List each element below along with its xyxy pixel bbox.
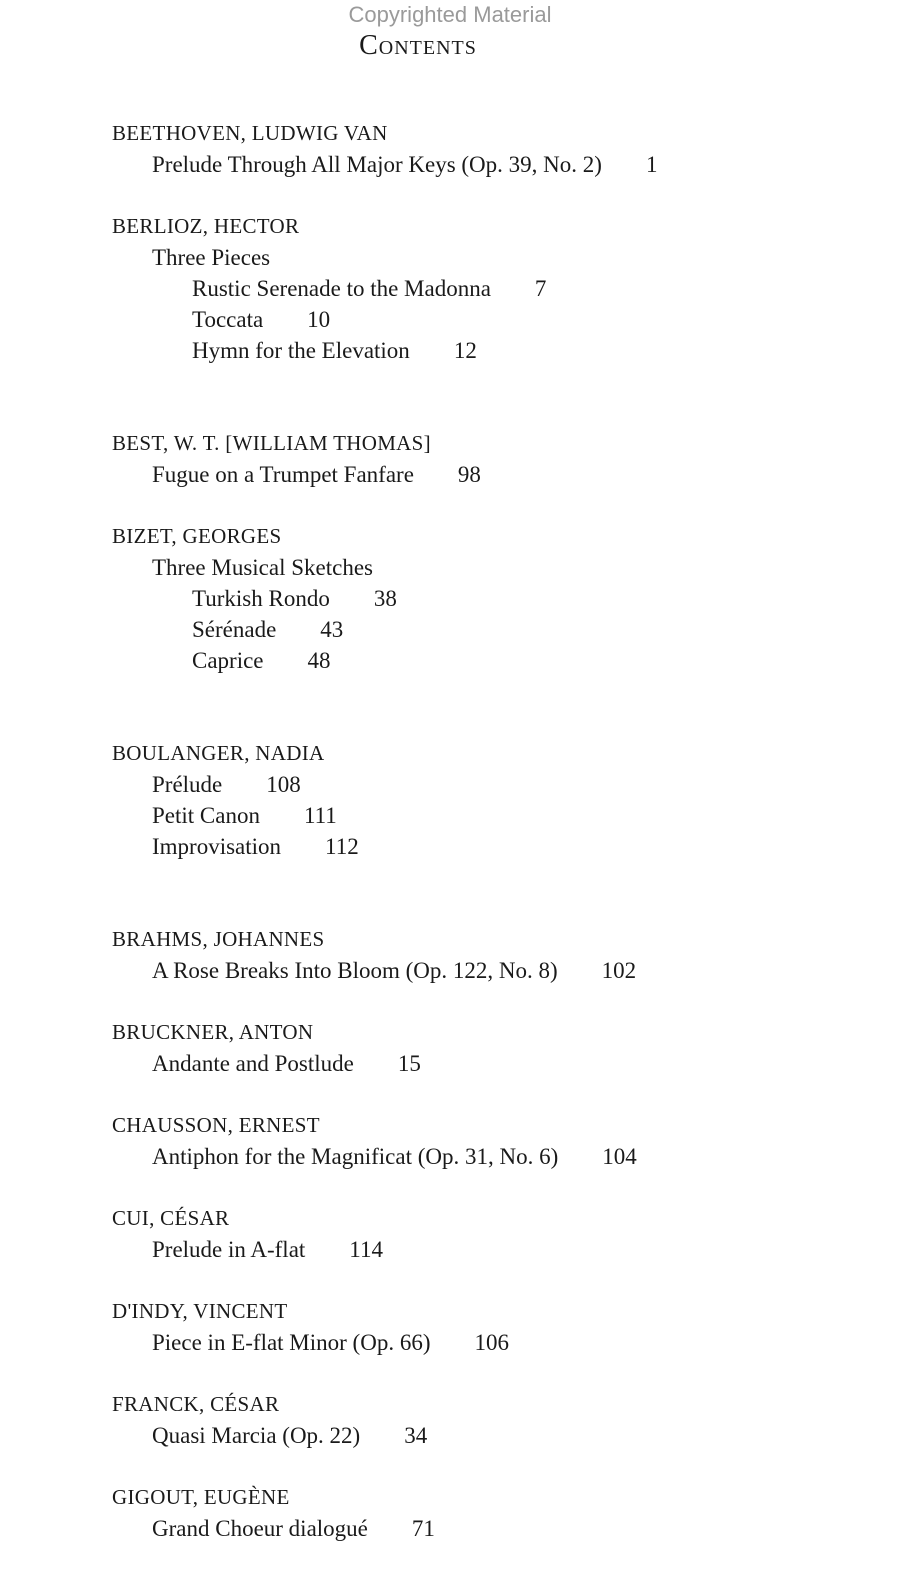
work-group-title: Three Pieces — [152, 245, 271, 270]
work-title: Prelude Through All Major Keys (Op. 39, No. 2) — [152, 152, 602, 177]
toc-entry — [112, 1296, 840, 1389]
composer-name: BOULANGER, NADIA — [112, 741, 325, 765]
composer-name: CHAUSSON, ERNEST — [112, 1113, 320, 1137]
page-number: 15 — [397, 1051, 421, 1076]
work-title: Improvisation — [152, 834, 282, 859]
work-line — [112, 769, 840, 800]
work-line — [112, 614, 840, 645]
work-title: Andante and Postlude — [152, 1051, 354, 1076]
page-number: 106 — [474, 1330, 509, 1355]
page-number: 48 — [307, 648, 331, 673]
page-number: 7 — [534, 276, 547, 301]
toc-entry — [112, 924, 840, 1017]
page-number: 10 — [307, 307, 331, 332]
page-number: 43 — [320, 617, 344, 642]
work-title: Prélude — [152, 772, 223, 797]
work-title: Piece in E-flat Minor (Op. 66) — [152, 1330, 431, 1355]
work-line — [112, 273, 840, 304]
work-line — [112, 335, 840, 366]
work-title: Fugue on a Trumpet Fanfare — [152, 462, 414, 487]
page-number: 104 — [602, 1144, 637, 1169]
toc-entry — [112, 118, 840, 211]
work-title: Rustic Serenade to the Madonna — [192, 276, 491, 301]
page-number: 112 — [325, 834, 359, 859]
page-number: 102 — [601, 958, 637, 983]
toc-entry — [112, 428, 840, 521]
work-line — [112, 1420, 840, 1451]
work-line — [112, 583, 840, 614]
table-of-contents — [112, 118, 840, 1575]
page-number: 71 — [411, 1516, 435, 1541]
composer-name: CUI, CÉSAR — [112, 1206, 230, 1230]
work-line — [112, 304, 840, 335]
toc-entry — [112, 1203, 840, 1296]
work-title: Grand Choeur dialogué — [152, 1516, 368, 1541]
page-number: 98 — [457, 462, 481, 487]
work-title: Turkish Rondo — [192, 586, 330, 611]
toc-entry — [112, 738, 840, 924]
page-number: 38 — [373, 586, 397, 611]
page-title: Contents — [359, 30, 477, 61]
page-number: 111 — [303, 803, 337, 828]
page-number: 12 — [453, 338, 477, 363]
work-line — [112, 800, 840, 831]
work-title: Quasi Marcia (Op. 22) — [152, 1423, 361, 1448]
toc-entry — [112, 1017, 840, 1110]
work-line — [112, 1141, 840, 1172]
toc-entry — [112, 1110, 840, 1203]
work-line — [112, 1513, 840, 1544]
toc-entry — [112, 1482, 840, 1575]
work-line — [112, 831, 840, 862]
work-line — [112, 955, 840, 986]
page-number: 108 — [266, 772, 301, 797]
composer-name: FRANCK, CÉSAR — [112, 1392, 280, 1416]
composer-name: BRAHMS, JOHANNES — [112, 927, 325, 951]
page-number: 114 — [349, 1237, 383, 1262]
copyright-watermark: Copyrighted Material — [348, 2, 552, 27]
toc-entry — [112, 1389, 840, 1482]
work-line — [112, 149, 840, 180]
work-line — [112, 1327, 840, 1358]
work-line — [112, 1048, 840, 1079]
work-title: Petit Canon — [152, 803, 260, 828]
page-number: 1 — [645, 152, 658, 177]
work-line — [112, 1234, 840, 1265]
page-number: 34 — [404, 1423, 428, 1448]
work-line — [112, 645, 840, 676]
toc-entry — [112, 211, 840, 428]
composer-name: GIGOUT, EUGÈNE — [112, 1485, 290, 1509]
composer-name: BRUCKNER, ANTON — [112, 1020, 314, 1044]
work-title: Antiphon for the Magnificat (Op. 31, No. 6) — [152, 1144, 559, 1169]
work-group-title: Three Musical Sketches — [152, 555, 373, 580]
composer-name: BEST, W. T. [WILLIAM THOMAS] — [112, 431, 431, 455]
work-title: Hymn for the Elevation — [192, 338, 410, 363]
work-title: Prelude in A-flat — [152, 1237, 306, 1262]
composer-name: BERLIOZ, HECTOR — [112, 214, 300, 238]
work-title: A Rose Breaks Into Bloom (Op. 122, No. 8) — [152, 958, 558, 983]
work-title: Toccata — [192, 307, 264, 332]
composer-name: BIZET, GEORGES — [112, 524, 282, 548]
toc-entry — [112, 521, 840, 738]
composer-name: D'INDY, VINCENT — [112, 1299, 288, 1323]
work-line — [112, 459, 840, 490]
work-title: Caprice — [192, 648, 264, 673]
composer-name: BEETHOVEN, LUDWIG VAN — [112, 121, 388, 145]
work-title: Sérénade — [192, 617, 277, 642]
